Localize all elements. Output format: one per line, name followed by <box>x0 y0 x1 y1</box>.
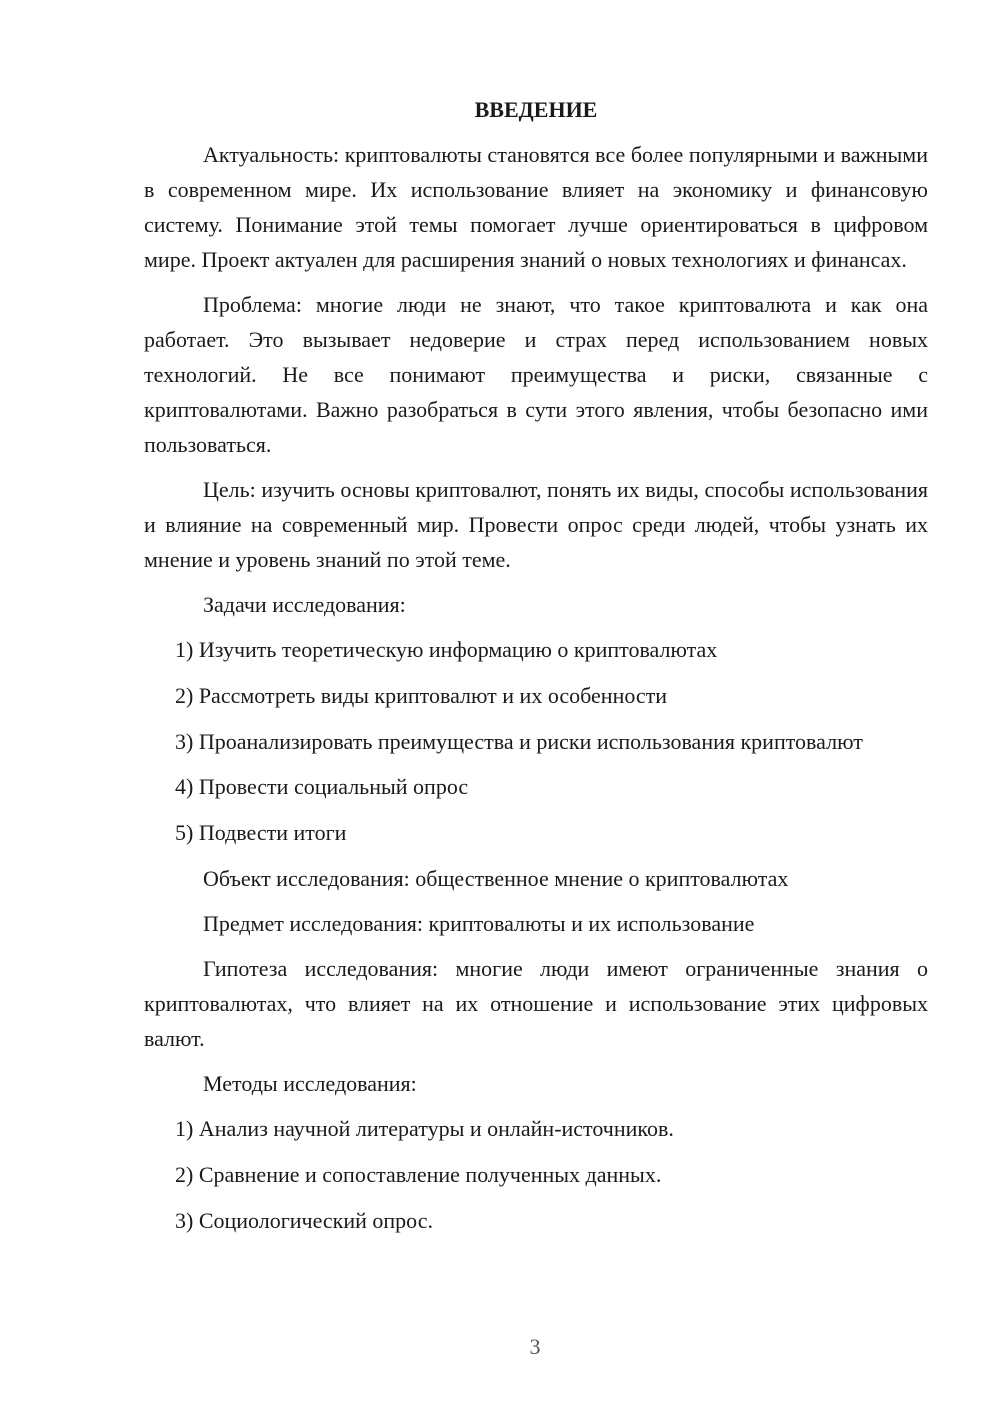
research-object: Объект исследования: общественное мнение о криптовалютах <box>203 866 789 891</box>
page-number: 3 <box>529 1334 541 1359</box>
task-item: 2) Рассмотреть виды криптовалют и их особенности <box>175 683 668 708</box>
task-item: 4) Провести социальный опрос <box>175 774 469 799</box>
document-page <box>144 90 928 1249</box>
problem-paragraph: Проблема: многие люди не знают, что такое криптовалюта и как она работает. Это вызывает недоверие и страх перед использованием новых технологий. Не все понимают преимущества и риски, связанные с криптовалютами. Важно разобраться в сути этого явления, чтобы безопасно ими пользоваться. <box>144 292 928 457</box>
methods-heading: Методы исследования: <box>203 1071 417 1096</box>
goal-paragraph: Цель: изучить основы криптовалют, понять их виды, способы использования и влияние на современный мир. Провести опрос среди людей, чтобы узнать их мнение и уровень знаний по этой теме. <box>144 477 928 572</box>
task-item: 1) Изучить теоретическую информацию о криптовалютах <box>175 637 718 662</box>
method-item: 2) Сравнение и сопоставление полученных данных. <box>175 1162 662 1187</box>
task-item: 3) Проанализировать преимущества и риски использования криптовалют <box>175 729 863 754</box>
section-title: ВВЕДЕНИЕ <box>474 97 598 122</box>
tasks-heading: Задачи исследования: <box>203 592 406 617</box>
relevance-paragraph: Актуальность: криптовалюты становятся все более популярными и важными в современном мире. Их использование влияет на экономику и финансовую систему. Понимание этой темы помогает лучше ориентироваться в цифровом мире. Проект актуален для расширения знаний о новых технологиях и финансах. <box>144 142 928 272</box>
method-item: 1) Анализ научной литературы и онлайн-источников. <box>175 1116 674 1141</box>
hypothesis-paragraph: Гипотеза исследования: многие люди имеют ограниченные знания о криптовалютах, что влияет на их отношение и использование этих цифровых валют. <box>144 956 928 1051</box>
research-subject: Предмет исследования: криптовалюты и их использование <box>203 911 755 936</box>
task-item: 5) Подвести итоги <box>175 820 347 845</box>
method-item: 3) Социологический опрос. <box>175 1208 433 1233</box>
